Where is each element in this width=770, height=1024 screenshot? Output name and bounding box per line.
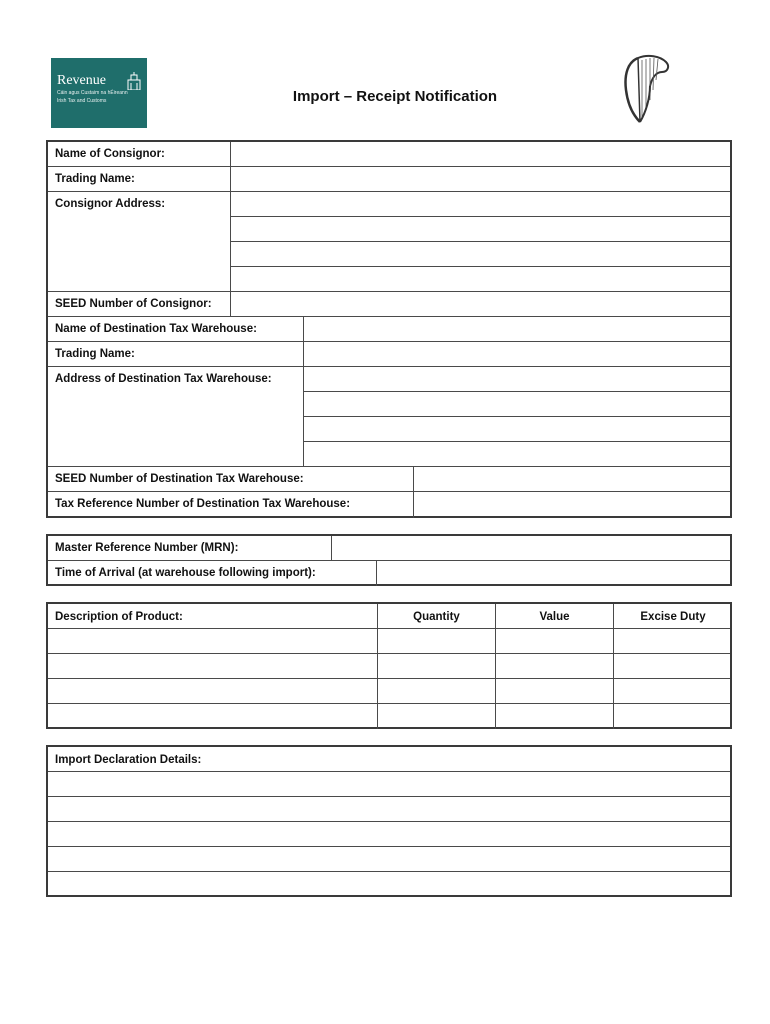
revenue-logo bbox=[51, 58, 147, 128]
mrn-field[interactable] bbox=[332, 536, 730, 560]
import-declaration-line[interactable] bbox=[48, 772, 730, 796]
page-title: Import – Receipt Notification bbox=[292, 88, 498, 105]
destination-trading-label: Trading Name: bbox=[55, 348, 135, 360]
table-row[interactable] bbox=[48, 629, 730, 653]
import-declaration-line[interactable] bbox=[48, 797, 730, 821]
mrn-label: Master Reference Number (MRN): bbox=[55, 542, 239, 554]
consignor-trading-field[interactable] bbox=[231, 167, 730, 191]
import-declaration-line[interactable] bbox=[48, 872, 730, 897]
destination-trading-field[interactable] bbox=[304, 342, 730, 366]
logo-line-2: Irish Tax and Customs bbox=[57, 98, 107, 104]
consignor-name-label: Name of Consignor: bbox=[55, 148, 165, 160]
consignor-address-label: Consignor Address: bbox=[55, 198, 166, 210]
product-excise-duty-header: Excise Duty bbox=[640, 611, 706, 623]
destination-taxref-label: Tax Reference Number of Destination Tax Warehouse: bbox=[55, 498, 351, 510]
logo-line-1: Cáin agus Custaim na hÉireann bbox=[57, 90, 128, 96]
arrival-section bbox=[46, 534, 732, 586]
consignor-address-field[interactable] bbox=[231, 192, 730, 291]
arrival-time-label: Time of Arrival (at warehouse following import): bbox=[55, 567, 316, 579]
destination-name-label: Name of Destination Tax Warehouse: bbox=[55, 323, 257, 335]
destination-address-label: Address of Destination Tax Warehouse: bbox=[55, 373, 272, 385]
product-table bbox=[46, 602, 732, 729]
table-row[interactable] bbox=[48, 704, 730, 729]
consignor-destination-section bbox=[46, 140, 732, 518]
import-declaration-line[interactable] bbox=[48, 847, 730, 871]
destination-seed-field[interactable] bbox=[414, 467, 730, 491]
destination-name-field[interactable] bbox=[304, 317, 730, 341]
logo-brand: Revenue bbox=[57, 73, 106, 88]
destination-seed-label: SEED Number of Destination Tax Warehouse: bbox=[55, 473, 304, 485]
product-quantity-header: Quantity bbox=[413, 611, 460, 623]
table-row[interactable] bbox=[48, 679, 730, 703]
import-declaration-label: Import Declaration Details: bbox=[55, 754, 202, 766]
product-value-header: Value bbox=[539, 611, 570, 623]
import-declaration-line[interactable] bbox=[48, 822, 730, 846]
consignor-seed-field[interactable] bbox=[231, 292, 730, 316]
destination-taxref-field[interactable] bbox=[414, 492, 730, 516]
consignor-name-field[interactable] bbox=[231, 142, 730, 166]
table-row[interactable] bbox=[48, 654, 730, 678]
import-declaration-section bbox=[46, 745, 732, 897]
consignor-seed-label: SEED Number of Consignor: bbox=[55, 298, 212, 310]
consignor-trading-label: Trading Name: bbox=[55, 173, 135, 185]
harp-icon bbox=[618, 52, 674, 126]
arrival-time-field[interactable] bbox=[377, 561, 730, 586]
destination-address-field[interactable] bbox=[304, 367, 730, 466]
customs-house-icon bbox=[127, 72, 141, 90]
product-description-header: Description of Product: bbox=[55, 611, 183, 623]
